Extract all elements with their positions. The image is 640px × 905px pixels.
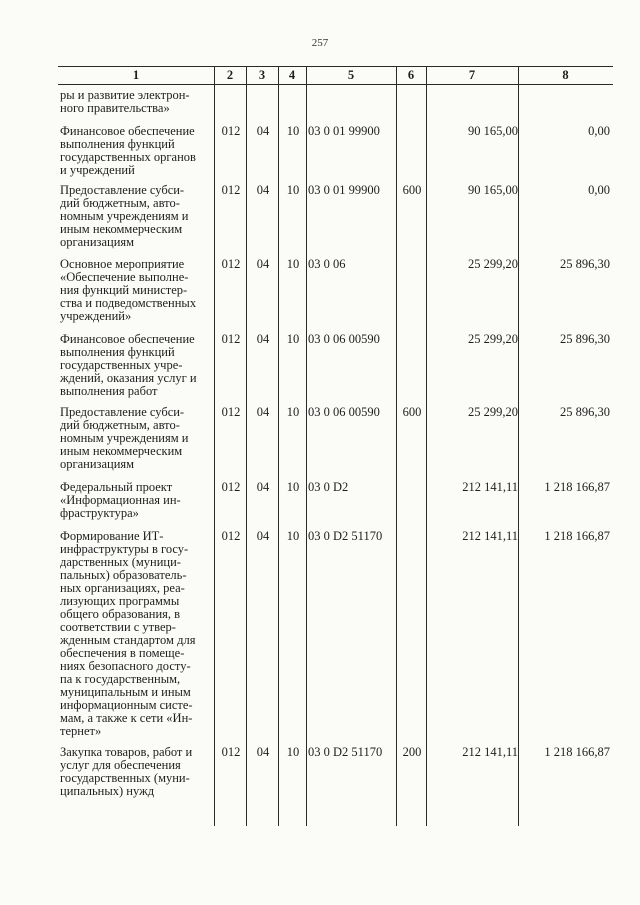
table-top-border	[58, 66, 613, 67]
ministry-code: 012	[221, 183, 241, 197]
description-line: выполнения функций	[60, 137, 175, 151]
expense-type-code: 600	[402, 405, 422, 419]
description-line: ства и подведомственных	[60, 296, 197, 310]
subsection-code: 10	[286, 124, 300, 138]
column-header-5: 5	[347, 68, 355, 82]
description-line: Закупка товаров, работ и	[60, 745, 193, 759]
description-line: фраструктура»	[60, 506, 139, 520]
description-line: обеспечения в помеще-	[60, 646, 185, 660]
description-line: Финансовое обеспечение	[60, 332, 195, 346]
amount-year-2: 1 218 166,87	[544, 480, 610, 494]
ministry-code: 012	[221, 745, 241, 759]
description-line: тернет»	[60, 724, 102, 738]
description-line: учреждений»	[60, 309, 132, 323]
amount-year-2: 25 896,30	[560, 257, 610, 271]
description-line: Основное мероприятие	[60, 257, 185, 271]
description-line: ждений, оказания услуг и	[60, 371, 197, 385]
subsection-code: 10	[286, 745, 300, 759]
description-line: лизующих программы	[60, 594, 180, 608]
amount-year-2: 0,00	[588, 124, 610, 138]
row-description	[60, 258, 212, 323]
target-article-code: 03 0 D2 51170	[308, 745, 383, 759]
description-line: Федеральный проект	[60, 480, 173, 494]
description-line: услуг для обеспечения	[60, 758, 181, 772]
row-description	[60, 481, 212, 520]
column-divider	[246, 66, 247, 826]
column-header-4: 4	[288, 68, 296, 82]
row-description	[60, 406, 212, 471]
column-header-1: 1	[132, 68, 140, 82]
description-line: государственных (муни-	[60, 771, 190, 785]
amount-year-1: 25 299,20	[468, 405, 518, 419]
ministry-code: 012	[221, 332, 241, 346]
section-code: 04	[256, 124, 270, 138]
description-line: Предоставление субси-	[60, 405, 185, 419]
column-header-8: 8	[562, 68, 569, 82]
description-line: ры и развитие электрон-	[60, 88, 190, 102]
row-description	[60, 125, 212, 177]
row-description	[60, 184, 212, 249]
expense-type-code: 600	[402, 183, 422, 197]
description-line: Предоставление субси-	[60, 183, 185, 197]
section-code: 04	[256, 257, 270, 271]
amount-year-1: 212 141,11	[462, 529, 518, 543]
target-article-code: 03 0 06 00590	[308, 405, 380, 419]
section-code: 04	[256, 405, 270, 419]
amount-year-1: 212 141,11	[462, 480, 518, 494]
description-line: Финансовое обеспечение	[60, 124, 195, 138]
description-line: жденным стандартом для	[60, 633, 196, 647]
description-line: организациям	[60, 235, 135, 249]
description-line: ниях безопасного досту-	[60, 659, 191, 673]
description-line: «Обеспечение выполне-	[60, 270, 189, 284]
budget-table	[58, 66, 613, 826]
subsection-code: 10	[286, 257, 300, 271]
description-line: государственных органов	[60, 150, 196, 164]
ministry-code: 012	[221, 405, 241, 419]
description-line: пальных) образователь-	[60, 568, 187, 582]
row-description	[60, 89, 212, 115]
ministry-code: 012	[221, 480, 241, 494]
amount-year-2: 1 218 166,87	[544, 529, 610, 543]
description-line: ципальных) нужд	[60, 784, 155, 798]
target-article-code: 03 0 01 99900	[308, 124, 380, 138]
column-divider	[214, 66, 215, 826]
subsection-code: 10	[286, 332, 300, 346]
page-number: 257	[311, 37, 329, 49]
amount-year-2: 1 218 166,87	[544, 745, 610, 759]
row-description	[60, 333, 212, 398]
description-line: дий бюджетным, авто-	[60, 418, 180, 432]
description-line: информационным систе-	[60, 698, 193, 712]
amount-year-1: 90 165,00	[468, 183, 518, 197]
column-header-7: 7	[468, 68, 476, 82]
description-line: па к государственным,	[60, 672, 181, 686]
target-article-code: 03 0 06 00590	[308, 332, 380, 346]
description-line: организациям	[60, 457, 135, 471]
column-header-3: 3	[258, 68, 266, 82]
expense-type-code: 200	[402, 745, 422, 759]
description-line: мам, а также к сети «Ин-	[60, 711, 193, 725]
description-line: выполнения работ	[60, 384, 158, 398]
description-line: «Информационная ин-	[60, 493, 181, 507]
ministry-code: 012	[221, 257, 241, 271]
amount-year-2: 25 896,30	[560, 405, 610, 419]
column-header-6: 6	[407, 68, 415, 82]
description-line: соответствии с утвер-	[60, 620, 176, 634]
column-divider	[396, 66, 397, 826]
section-code: 04	[256, 183, 270, 197]
description-line: выполнения функций	[60, 345, 175, 359]
description-line: ния функций министер-	[60, 283, 188, 297]
section-code: 04	[256, 529, 270, 543]
target-article-code: 03 0 01 99900	[308, 183, 380, 197]
description-line: общего образования, в	[60, 607, 181, 621]
amount-year-1: 25 299,20	[468, 332, 518, 346]
ministry-code: 012	[221, 529, 241, 543]
description-line: государственных учре-	[60, 358, 183, 372]
description-line: муниципальным и иным	[60, 685, 191, 699]
description-line: инфраструктуры в госу-	[60, 542, 189, 556]
description-line: номным учреждениям и	[60, 431, 189, 445]
subsection-code: 10	[286, 405, 300, 419]
amount-year-2: 0,00	[588, 183, 610, 197]
column-divider	[306, 66, 307, 826]
description-line: Формирование ИТ-	[60, 529, 164, 543]
row-description	[60, 746, 212, 798]
amount-year-1: 90 165,00	[468, 124, 518, 138]
target-article-code: 03 0 D2	[308, 480, 349, 494]
subsection-code: 10	[286, 183, 300, 197]
description-line: иным некоммерческим	[60, 444, 183, 458]
column-divider	[426, 66, 427, 826]
target-article-code: 03 0 D2 51170	[308, 529, 383, 543]
description-line: и учреждений	[60, 163, 135, 177]
subsection-code: 10	[286, 529, 300, 543]
section-code: 04	[256, 745, 270, 759]
ministry-code: 012	[221, 124, 241, 138]
description-line: ных организациях, реа-	[60, 581, 185, 595]
column-divider	[278, 66, 279, 826]
target-article-code: 03 0 06	[308, 257, 346, 271]
description-line: ного правительства»	[60, 101, 170, 115]
description-line: дарственных (муници-	[60, 555, 181, 569]
section-code: 04	[256, 480, 270, 494]
header-bottom-border	[58, 84, 613, 85]
description-line: дий бюджетным, авто-	[60, 196, 180, 210]
amount-year-1: 25 299,20	[468, 257, 518, 271]
section-code: 04	[256, 332, 270, 346]
column-divider	[518, 66, 519, 826]
row-description	[60, 530, 212, 738]
amount-year-2: 25 896,30	[560, 332, 610, 346]
column-header-2: 2	[226, 68, 234, 82]
description-line: иным некоммерческим	[60, 222, 183, 236]
amount-year-1: 212 141,11	[462, 745, 518, 759]
description-line: номным учреждениям и	[60, 209, 189, 223]
subsection-code: 10	[286, 480, 300, 494]
